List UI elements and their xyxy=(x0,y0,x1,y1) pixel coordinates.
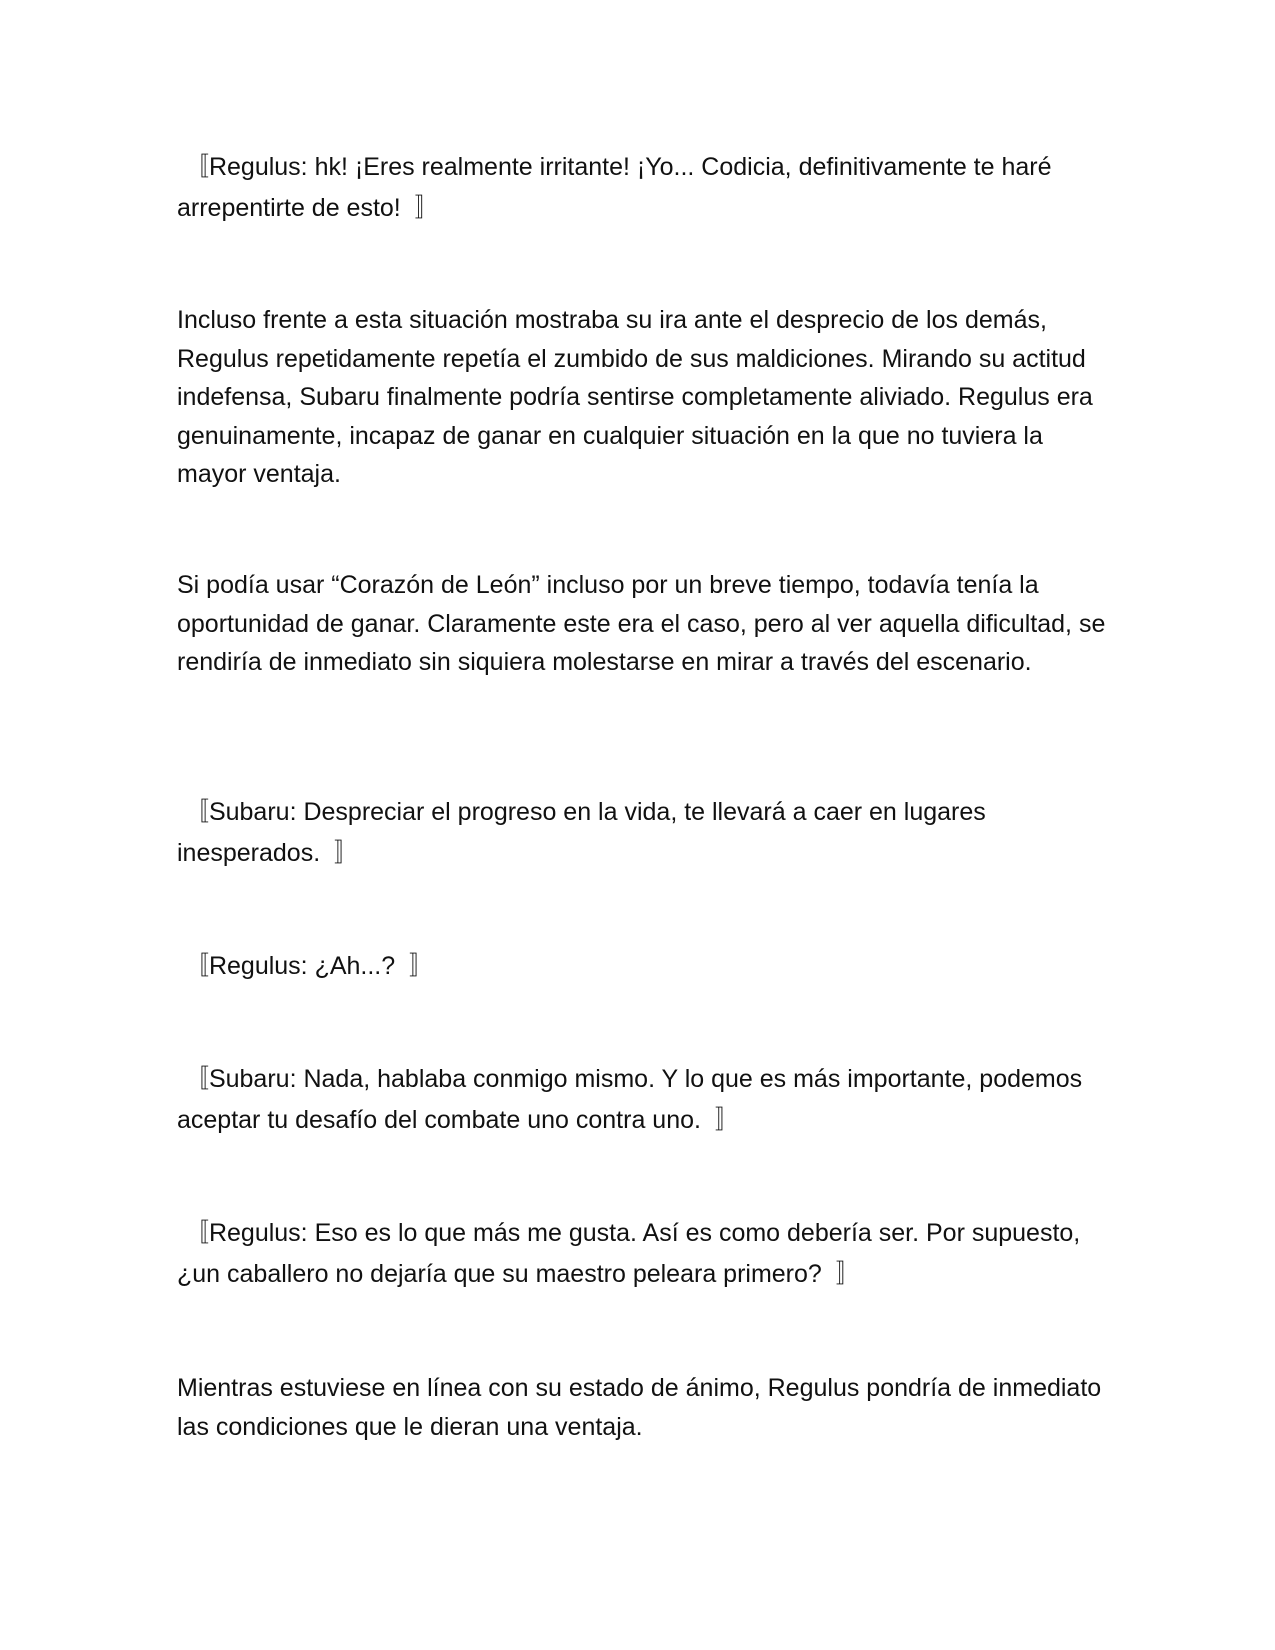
dialogue-paragraph-regulus-2: 〚Regulus: ¿Ah...? 〛 xyxy=(177,952,435,980)
dialogue-paragraph-regulus-3: 〚Regulus: Eso es lo que más me gusta. Así es como debería ser. Por supuesto, ¿un caballero no dejaría que su maestro peleara primero? 〛 xyxy=(177,1219,1088,1288)
narration-paragraph-2: Si podía usar “Corazón de León” incluso por un breve tiempo, todavía tenía la oportunidad de ganar. Claramente este era el caso, pero al ver aquella dificultad, se rendiría de inmediato sin siquiera molestarse en mirar a través del escenario. xyxy=(177,571,1113,676)
dialogue-paragraph-subaru-2: 〚Subaru: Nada, hablaba conmigo mismo. Y lo que es más importante, podemos aceptar tu desafío del combate uno contra uno. 〛 xyxy=(177,1065,1090,1134)
narration-paragraph-1: Incluso frente a esta situación mostraba su ira ante el desprecio de los demás, Regulus repetidamente repetía el zumbido de sus maldiciones. Mirando su actitud indefensa, Subaru finalmente podría sentirse completamente aliviado. Regulus era genuinamente, incapaz de ganar en cualquier situación en la que no tuviera la mayor ventaja. xyxy=(177,306,1100,488)
dialogue-paragraph-regulus-1: 〚Regulus: hk! ¡Eres realmente irritante! ¡Yo... Codicia, definitivamente te haré arrepentirte de esto! 〛 xyxy=(177,153,1059,222)
narration-paragraph-3: Mientras estuviese en línea con su estado de ánimo, Regulus pondría de inmediato las condiciones que le dieran una ventaja. xyxy=(177,1374,1109,1441)
dialogue-paragraph-subaru-1: 〚Subaru: Despreciar el progreso en la vida, te llevará a caer en lugares inesperados. 〛 xyxy=(177,798,993,867)
